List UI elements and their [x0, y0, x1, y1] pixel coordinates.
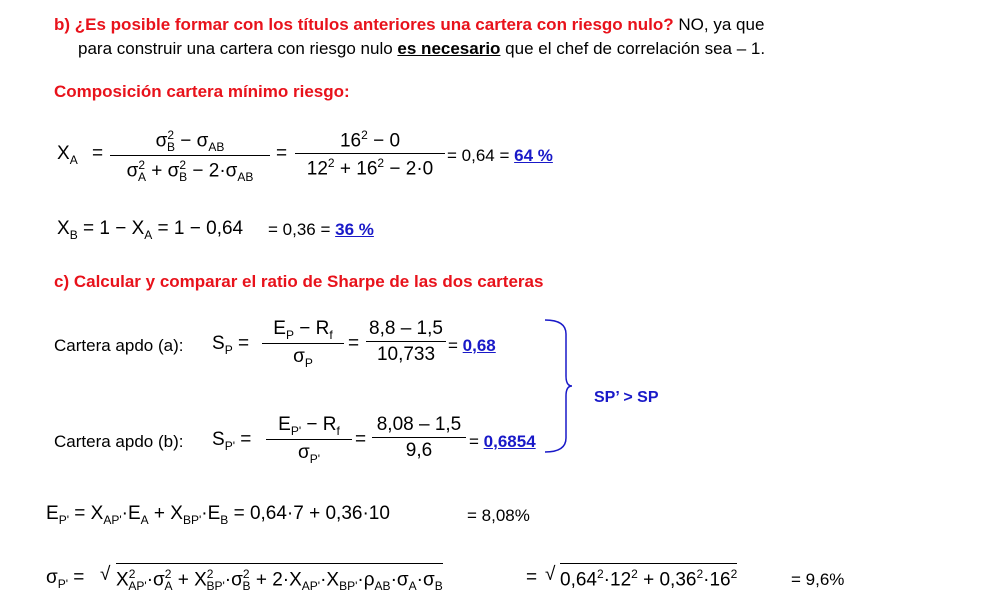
sharpe-b-numerator: 8,08 – 1,5 — [372, 414, 466, 438]
sharpe-a-numerator: 8,8 – 1,5 — [366, 318, 446, 342]
sharpe-b-symbolic-fraction: $\frac{E_{P'} - R_f}{\sigma_{P'}}$ — [266, 414, 352, 466]
sharpe-b-denominator: 9,6 — [405, 440, 433, 461]
variance-numeric: $0,64^2\cdot 12^2 + 0,36^2\cdot 16^2$ — [560, 563, 737, 591]
xb-result — [268, 220, 374, 240]
sqrt-symbol: √ — [545, 564, 556, 585]
sharpe-a-denominator: 10,733 — [376, 344, 436, 365]
sharpe-comparison: SP’ > SP — [594, 389, 659, 406]
xa-label: $X_A$ — [57, 143, 78, 167]
min-risk-heading: Composición cartera mínimo riesgo: — [54, 82, 350, 101]
sharpe-a-numeric-fraction — [366, 318, 446, 366]
sharpe-a-result: = 0,68 — [448, 336, 496, 355]
xa-result-value: = 0,64 = — [447, 146, 510, 165]
part-b-line2-after: que el chef de correlación sea – 1. — [505, 39, 766, 58]
xa-percentage: 64 % — [514, 146, 553, 165]
sharpe-b-symbol: $S_{P'}$ = — [212, 429, 252, 453]
sharpe-a-value: 0,68 — [462, 336, 496, 355]
equals-sign: = — [355, 429, 367, 450]
xb-percentage: 36 % — [335, 220, 374, 239]
cartera-a-label: Cartera apdo (a): — [54, 336, 184, 355]
sharpe-b-value: 0,6854 — [483, 432, 536, 451]
xb-result-value: = 0,36 = — [268, 220, 331, 239]
sqrt-symbol: √ — [100, 564, 111, 585]
part-b-line2 — [78, 39, 765, 59]
xa-symbolic-fraction: $\sigma^2_B - \sigma_{AB}$ $\sigma^2_A + \sigma^2_B - 2\cdot\sigma_{AB}$ — [110, 128, 270, 184]
right-brace — [540, 316, 580, 456]
cartera-b-label: Cartera apdo (b): — [54, 432, 184, 451]
part-b-line1 — [54, 15, 764, 35]
part-b-answer-start: NO, ya que — [678, 15, 765, 34]
sigma-label: $\sigma_{P'}$ = — [46, 567, 85, 591]
part-b-question: b) ¿Es posible formar con los títulos anteriores una cartera con riesgo nulo? — [54, 15, 674, 34]
expected-return-result: = 8,08% — [467, 506, 530, 525]
equals-sign: = — [526, 567, 538, 588]
part-b-emphasis: es necesario — [397, 39, 501, 58]
expected-return-formula: $E_{P'} = X_{AP'}\cdot E_A + X_{BP'}\cdot E_B = 0,64\cdot 7 + 0,36\cdot 10$ — [46, 503, 390, 527]
equals-sign: = — [276, 143, 288, 164]
xa-result — [447, 146, 553, 166]
sharpe-a-symbol: $S_P$ = — [212, 333, 250, 357]
part-b-line2-before: para construir una cartera con riesgo nulo — [78, 39, 393, 58]
sharpe-b-numeric-fraction — [372, 414, 466, 462]
equals-sign: = — [348, 333, 360, 354]
xb-formula: $X_B = 1 - X_A = 1 - 0,64$ — [57, 218, 244, 242]
sigma-result: = 9,6% — [791, 570, 845, 589]
equals-sign: = — [92, 143, 104, 164]
part-c-heading: c) Calcular y comparar el ratio de Sharpe de las dos carteras — [54, 272, 544, 291]
variance-expression: $X^2_{AP'}\cdot\sigma^2_A + X^2_{BP'}\cdot\sigma^2_B + 2\cdot X_{AP'}\cdot X_{BP'}\cdot\rho_{AB}\cdot\sigma_A\cdot\sigma_B$ — [116, 563, 443, 593]
sharpe-b-result: = 0,6854 — [469, 432, 536, 451]
sharpe-a-symbolic-fraction: $\frac{E_P - R_f}{\sigma_P}$ — [262, 318, 344, 370]
xa-numeric-fraction: $\frac{16^2 - 0}{12^2 + 16^2 - 2\cdot 0}$ — [295, 128, 445, 181]
